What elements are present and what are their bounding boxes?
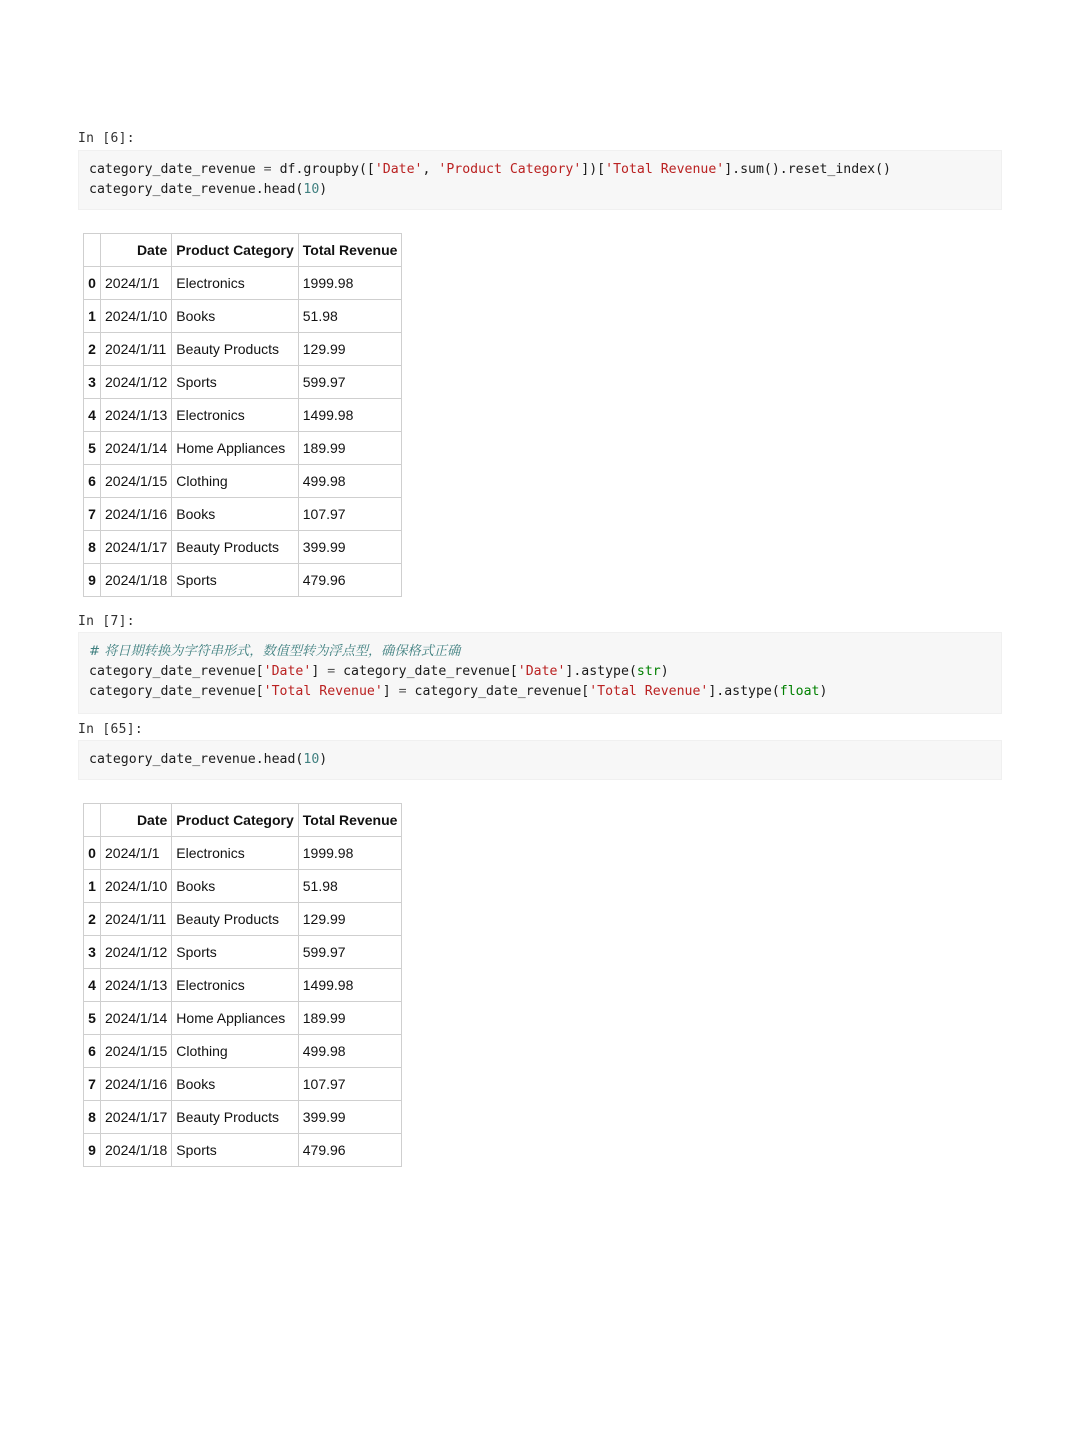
table-cell: Electronics [172, 267, 298, 300]
table-cell: 2024/1/12 [101, 366, 172, 399]
table-row [84, 1068, 402, 1101]
output-table-65 [83, 803, 402, 1167]
table-cell: 499.98 [298, 465, 402, 498]
code-token: 'Product Category' [438, 162, 582, 177]
column-header: Total Revenue [298, 804, 402, 837]
table-cell: Home Appliances [172, 432, 298, 465]
code-token: ])[ [581, 162, 606, 177]
code-token: category_date_revenue[ [89, 684, 264, 699]
table-cell: 2024/1/11 [101, 333, 172, 366]
table-row [84, 432, 402, 465]
code-token: ].astype( [708, 684, 780, 699]
code-token: df.groupby([ [271, 162, 375, 177]
table-cell: 2024/1/15 [101, 1035, 172, 1068]
table-cell: Books [172, 300, 298, 333]
table-row [84, 936, 402, 969]
row-index: 4 [84, 399, 101, 432]
table-cell: Sports [172, 366, 298, 399]
table-cell: Electronics [172, 399, 298, 432]
table-cell: Beauty Products [172, 1101, 298, 1134]
table-cell: 1999.98 [298, 837, 402, 870]
table-cell: Electronics [172, 837, 298, 870]
table-cell: 2024/1/1 [101, 267, 172, 300]
table-cell: 2024/1/1 [101, 837, 172, 870]
table-row [84, 366, 402, 399]
code-token: = [263, 162, 272, 177]
table-row [84, 969, 402, 1002]
row-index: 5 [84, 1002, 101, 1035]
code-token: 'Total Revenue' [605, 162, 725, 177]
code-token: category_date_revenue[ [89, 664, 264, 679]
code-token: category_date_revenue [89, 162, 264, 177]
table-cell: 2024/1/12 [101, 936, 172, 969]
table-cell: Sports [172, 1134, 298, 1167]
table-row [84, 465, 402, 498]
table-cell: Beauty Products [172, 333, 298, 366]
table-cell: 107.97 [298, 498, 402, 531]
table-cell: 2024/1/14 [101, 432, 172, 465]
code-token: category_date_revenue.head( [89, 752, 304, 767]
table-cell: 51.98 [298, 300, 402, 333]
table-row [84, 267, 402, 300]
row-index: 9 [84, 1134, 101, 1167]
row-index: 3 [84, 936, 101, 969]
table-cell: 2024/1/14 [101, 1002, 172, 1035]
table-cell: Clothing [172, 465, 298, 498]
table-row [84, 498, 402, 531]
code-line [89, 750, 991, 770]
table-cell: 499.98 [298, 1035, 402, 1068]
row-index: 3 [84, 366, 101, 399]
table-row [84, 837, 402, 870]
row-index: 0 [84, 837, 101, 870]
cell-7-code[interactable] [78, 632, 1002, 714]
code-line [89, 682, 991, 702]
code-token: float [779, 684, 820, 699]
code-token: ) [660, 664, 669, 679]
code-token: 'Total Revenue' [589, 684, 709, 699]
table-row [84, 1002, 402, 1035]
table-row [84, 1101, 402, 1134]
row-index: 6 [84, 1035, 101, 1068]
column-header [84, 804, 101, 837]
table-cell: 189.99 [298, 1002, 402, 1035]
code-token: 'Date' [374, 162, 423, 177]
table-cell: 2024/1/18 [101, 564, 172, 597]
column-header: Product Category [172, 234, 298, 267]
table-cell: 1999.98 [298, 267, 402, 300]
code-token: str [636, 664, 661, 679]
table-cell: 2024/1/15 [101, 465, 172, 498]
row-index: 6 [84, 465, 101, 498]
table-row [84, 1035, 402, 1068]
row-index: 4 [84, 969, 101, 1002]
table-cell: Books [172, 498, 298, 531]
table-row [84, 1134, 402, 1167]
table-cell: 189.99 [298, 432, 402, 465]
table-cell: 599.97 [298, 366, 402, 399]
code-line [89, 180, 991, 200]
table-cell: 2024/1/16 [101, 1068, 172, 1101]
row-index: 1 [84, 870, 101, 903]
table-row [84, 903, 402, 936]
row-index: 1 [84, 300, 101, 333]
code-token: ].sum().reset_index() [724, 162, 891, 177]
code-token: category_date_revenue[ [335, 664, 518, 679]
code-token: ].astype( [565, 664, 637, 679]
table-row [84, 531, 402, 564]
code-token: , [422, 162, 439, 177]
table-row [84, 564, 402, 597]
table-cell: 1499.98 [298, 399, 402, 432]
table-cell: Beauty Products [172, 531, 298, 564]
code-token: ) [319, 182, 328, 197]
code-token: 10 [303, 182, 320, 197]
table-cell: 2024/1/13 [101, 399, 172, 432]
table-cell: Sports [172, 936, 298, 969]
table-cell: 129.99 [298, 903, 402, 936]
table-cell: 479.96 [298, 1134, 402, 1167]
table-cell: 51.98 [298, 870, 402, 903]
output-table-6 [83, 233, 402, 597]
code-token: # 将日期转换为字符串形式，数值型转为浮点型，确保格式正确 [89, 644, 461, 659]
row-index: 2 [84, 903, 101, 936]
table-header-row [84, 234, 402, 267]
cell-6-prompt: In [6]: [78, 131, 135, 146]
column-header: Date [101, 804, 172, 837]
code-token: ] [311, 664, 328, 679]
table-cell: 2024/1/11 [101, 903, 172, 936]
column-header [84, 234, 101, 267]
table-cell: 1499.98 [298, 969, 402, 1002]
cell-6-code[interactable] [78, 150, 1002, 210]
code-token: ) [319, 752, 328, 767]
code-token: category_date_revenue[ [406, 684, 590, 699]
table-cell: 479.96 [298, 564, 402, 597]
code-token: 'Total Revenue' [263, 684, 383, 699]
row-index: 5 [84, 432, 101, 465]
cell-7-prompt: In [7]: [78, 614, 135, 629]
table-cell: Clothing [172, 1035, 298, 1068]
table-row [84, 399, 402, 432]
code-token: ) [819, 684, 828, 699]
table-cell: Sports [172, 564, 298, 597]
table-cell: 129.99 [298, 333, 402, 366]
table-cell: Books [172, 1068, 298, 1101]
table-cell: 399.99 [298, 531, 402, 564]
code-token: 10 [303, 752, 320, 767]
code-token: = [327, 664, 336, 679]
row-index: 7 [84, 1068, 101, 1101]
code-token: category_date_revenue.head( [89, 182, 304, 197]
table-cell: 2024/1/17 [101, 1101, 172, 1134]
table-cell: Home Appliances [172, 1002, 298, 1035]
table-cell: Electronics [172, 969, 298, 1002]
table-cell: 2024/1/18 [101, 1134, 172, 1167]
code-token: 'Date' [263, 664, 312, 679]
table-cell: 2024/1/13 [101, 969, 172, 1002]
code-token: ] [382, 684, 399, 699]
code-token: = [398, 684, 407, 699]
table-cell: Books [172, 870, 298, 903]
column-header: Product Category [172, 804, 298, 837]
table-row [84, 870, 402, 903]
row-index: 0 [84, 267, 101, 300]
table-cell: Beauty Products [172, 903, 298, 936]
table-cell: 599.97 [298, 936, 402, 969]
code-token: 'Date' [517, 664, 566, 679]
table-header-row [84, 804, 402, 837]
row-index: 8 [84, 1101, 101, 1134]
table-cell: 399.99 [298, 1101, 402, 1134]
table-cell: 2024/1/10 [101, 870, 172, 903]
table-row [84, 300, 402, 333]
row-index: 8 [84, 531, 101, 564]
table-cell: 107.97 [298, 1068, 402, 1101]
table-row [84, 333, 402, 366]
row-index: 7 [84, 498, 101, 531]
table-cell: 2024/1/10 [101, 300, 172, 333]
column-header: Date [101, 234, 172, 267]
table-cell: 2024/1/16 [101, 498, 172, 531]
cell-65-code[interactable] [78, 740, 1002, 780]
row-index: 9 [84, 564, 101, 597]
code-line [89, 662, 991, 682]
code-line [89, 160, 991, 180]
column-header: Total Revenue [298, 234, 402, 267]
row-index: 2 [84, 333, 101, 366]
table-cell: 2024/1/17 [101, 531, 172, 564]
code-line [89, 642, 991, 662]
cell-65-prompt: In [65]: [78, 722, 144, 737]
